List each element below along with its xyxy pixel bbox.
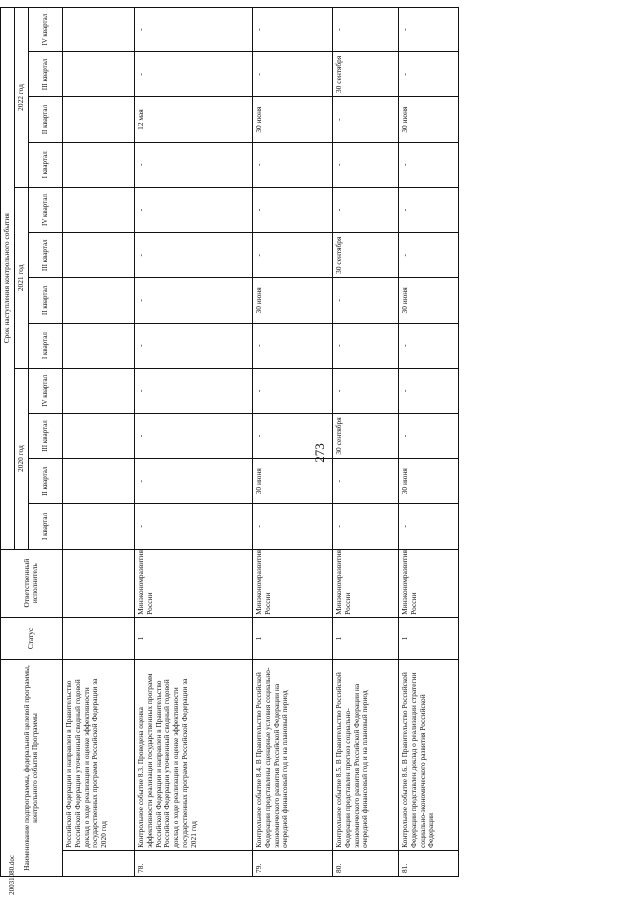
event-name: Контрольное событие 8.3. Проведена оценка эффективности реализации государственных программ Российской Федерации и направлен в Правительство Российской Федерации уточненный сводный годовой доклад о ходе реализации и оценке эффективности государственных программ Российской Федерации за 2021 год (134, 660, 252, 851)
term-cell: - (134, 278, 252, 323)
event-name: Контрольное событие 8.5. В Правительство Российской Федерации представлен прогноз социально-экономического развития Российской Федерации на очередной финансовый год и на плановый период (332, 660, 398, 851)
term-cell: - (134, 504, 252, 549)
term-cell: - (252, 368, 332, 413)
term-cell: - (332, 97, 398, 142)
header-quarter: IV квартал (28, 368, 62, 413)
term-cell: - (252, 323, 332, 368)
event-status (62, 617, 134, 659)
term-cell: - (252, 8, 332, 52)
row-number (62, 850, 134, 876)
term-cell: - (332, 187, 398, 232)
term-cell (62, 187, 134, 232)
header-quarter: III квартал (28, 52, 62, 97)
row-number: 81. (398, 850, 458, 876)
term-cell: - (134, 187, 252, 232)
term-cell: - (252, 413, 332, 458)
rotated-table-container (0, 7, 516, 877)
header-quarter: III квартал (28, 233, 62, 278)
term-cell: - (134, 368, 252, 413)
term-cell: - (134, 323, 252, 368)
term-cell: - (252, 233, 332, 278)
term-cell (62, 52, 134, 97)
responsible-executor: Минэкономразвития России (134, 549, 252, 617)
row-number: 80. (332, 850, 398, 876)
header-responsible: Ответственный исполнитель (1, 549, 63, 617)
header-quarter: III квартал (28, 413, 62, 458)
term-cell: - (398, 233, 458, 278)
term-cell (62, 504, 134, 549)
term-cell: - (134, 8, 252, 52)
term-cell (62, 459, 134, 504)
header-quarter: IV квартал (28, 8, 62, 52)
term-cell (62, 413, 134, 458)
term-cell: - (134, 233, 252, 278)
term-cell: - (332, 459, 398, 504)
row-number: 78. (134, 850, 252, 876)
term-cell: - (398, 413, 458, 458)
event-status: 1 (252, 617, 332, 659)
responsible-executor: Минэкономразвития России (398, 549, 458, 617)
header-year: 2022 год (14, 8, 28, 188)
term-cell: - (398, 187, 458, 232)
header-quarter: IV квартал (28, 187, 62, 232)
page-number: 273 (312, 443, 327, 463)
header-quarter: I квартал (28, 323, 62, 368)
term-cell: - (332, 323, 398, 368)
term-cell: - (332, 368, 398, 413)
term-cell (62, 142, 134, 187)
term-cell (62, 233, 134, 278)
term-cell: - (398, 8, 458, 52)
event-status: 1 (332, 617, 398, 659)
event-name: Контрольное событие 8.6. В Правительство Российской Федерации представлен доклад о реализации стратегии социально-экономического развития Российской Федерации (398, 660, 458, 851)
event-name: Контрольное событие 8.4. В Правительство Российской Федерации представлены сценарные условия социально-экономического развития Российской Федерации на очередной финансовый год и на плановый период (252, 660, 332, 851)
term-cell: - (398, 504, 458, 549)
row-number: 79. (252, 850, 332, 876)
footer-filename: 20031080.doc (8, 855, 16, 895)
term-cell: - (332, 8, 398, 52)
term-cell: - (332, 278, 398, 323)
term-cell: 30 июня (252, 459, 332, 504)
term-cell: - (398, 323, 458, 368)
term-cell: 30 июня (398, 459, 458, 504)
term-cell: 30 сентября (332, 52, 398, 97)
term-cell: - (134, 142, 252, 187)
term-cell: - (398, 52, 458, 97)
term-cell: - (252, 187, 332, 232)
event-status: 1 (398, 617, 458, 659)
header-quarter: I квартал (28, 504, 62, 549)
term-cell (62, 368, 134, 413)
control-events-table (0, 7, 459, 877)
header-year: 2020 год (14, 368, 28, 549)
term-cell: - (252, 504, 332, 549)
term-cell (62, 8, 134, 52)
event-status: 1 (134, 617, 252, 659)
term-cell: - (134, 459, 252, 504)
term-cell: - (134, 52, 252, 97)
header-term: Срок наступления контрольного события (1, 8, 15, 550)
header-quarter: I квартал (28, 142, 62, 187)
header-name: Наименование подпрограммы, федеральной целевой программы, контрольного события Программы (1, 660, 63, 877)
term-cell: 12 мая (134, 97, 252, 142)
responsible-executor (62, 549, 134, 617)
header-quarter: II квартал (28, 278, 62, 323)
term-cell: - (252, 142, 332, 187)
header-quarter: II квартал (28, 459, 62, 504)
term-cell: - (332, 142, 398, 187)
header-year: 2021 год (14, 187, 28, 368)
term-cell: - (398, 368, 458, 413)
term-cell: 30 июня (252, 97, 332, 142)
term-cell: 30 июня (398, 97, 458, 142)
table-row (252, 8, 332, 877)
term-cell: - (398, 142, 458, 187)
header-status: Статус (1, 617, 63, 659)
header-quarter: II квартал (28, 97, 62, 142)
responsible-executor: Минэкономразвития России (332, 549, 398, 617)
table-row (134, 8, 252, 877)
responsible-executor: Минэкономразвития России (252, 549, 332, 617)
term-cell (62, 278, 134, 323)
table-row (398, 8, 458, 877)
term-cell: - (134, 413, 252, 458)
term-cell: - (252, 52, 332, 97)
term-cell: 30 сентября (332, 233, 398, 278)
table-row (62, 8, 134, 877)
term-cell: - (332, 504, 398, 549)
term-cell: 30 июня (398, 278, 458, 323)
term-cell (62, 97, 134, 142)
table-row (332, 8, 398, 877)
term-cell (62, 323, 134, 368)
term-cell: 30 июня (252, 278, 332, 323)
term-cell: 30 сентября (332, 413, 398, 458)
event-name: Российской Федерации и направлен в Правительство Российской Федерации уточненный сводный годовой доклад о ходе реализации и оценке эффективности государственных программ Российской Федерации за 2020 год (62, 660, 134, 851)
